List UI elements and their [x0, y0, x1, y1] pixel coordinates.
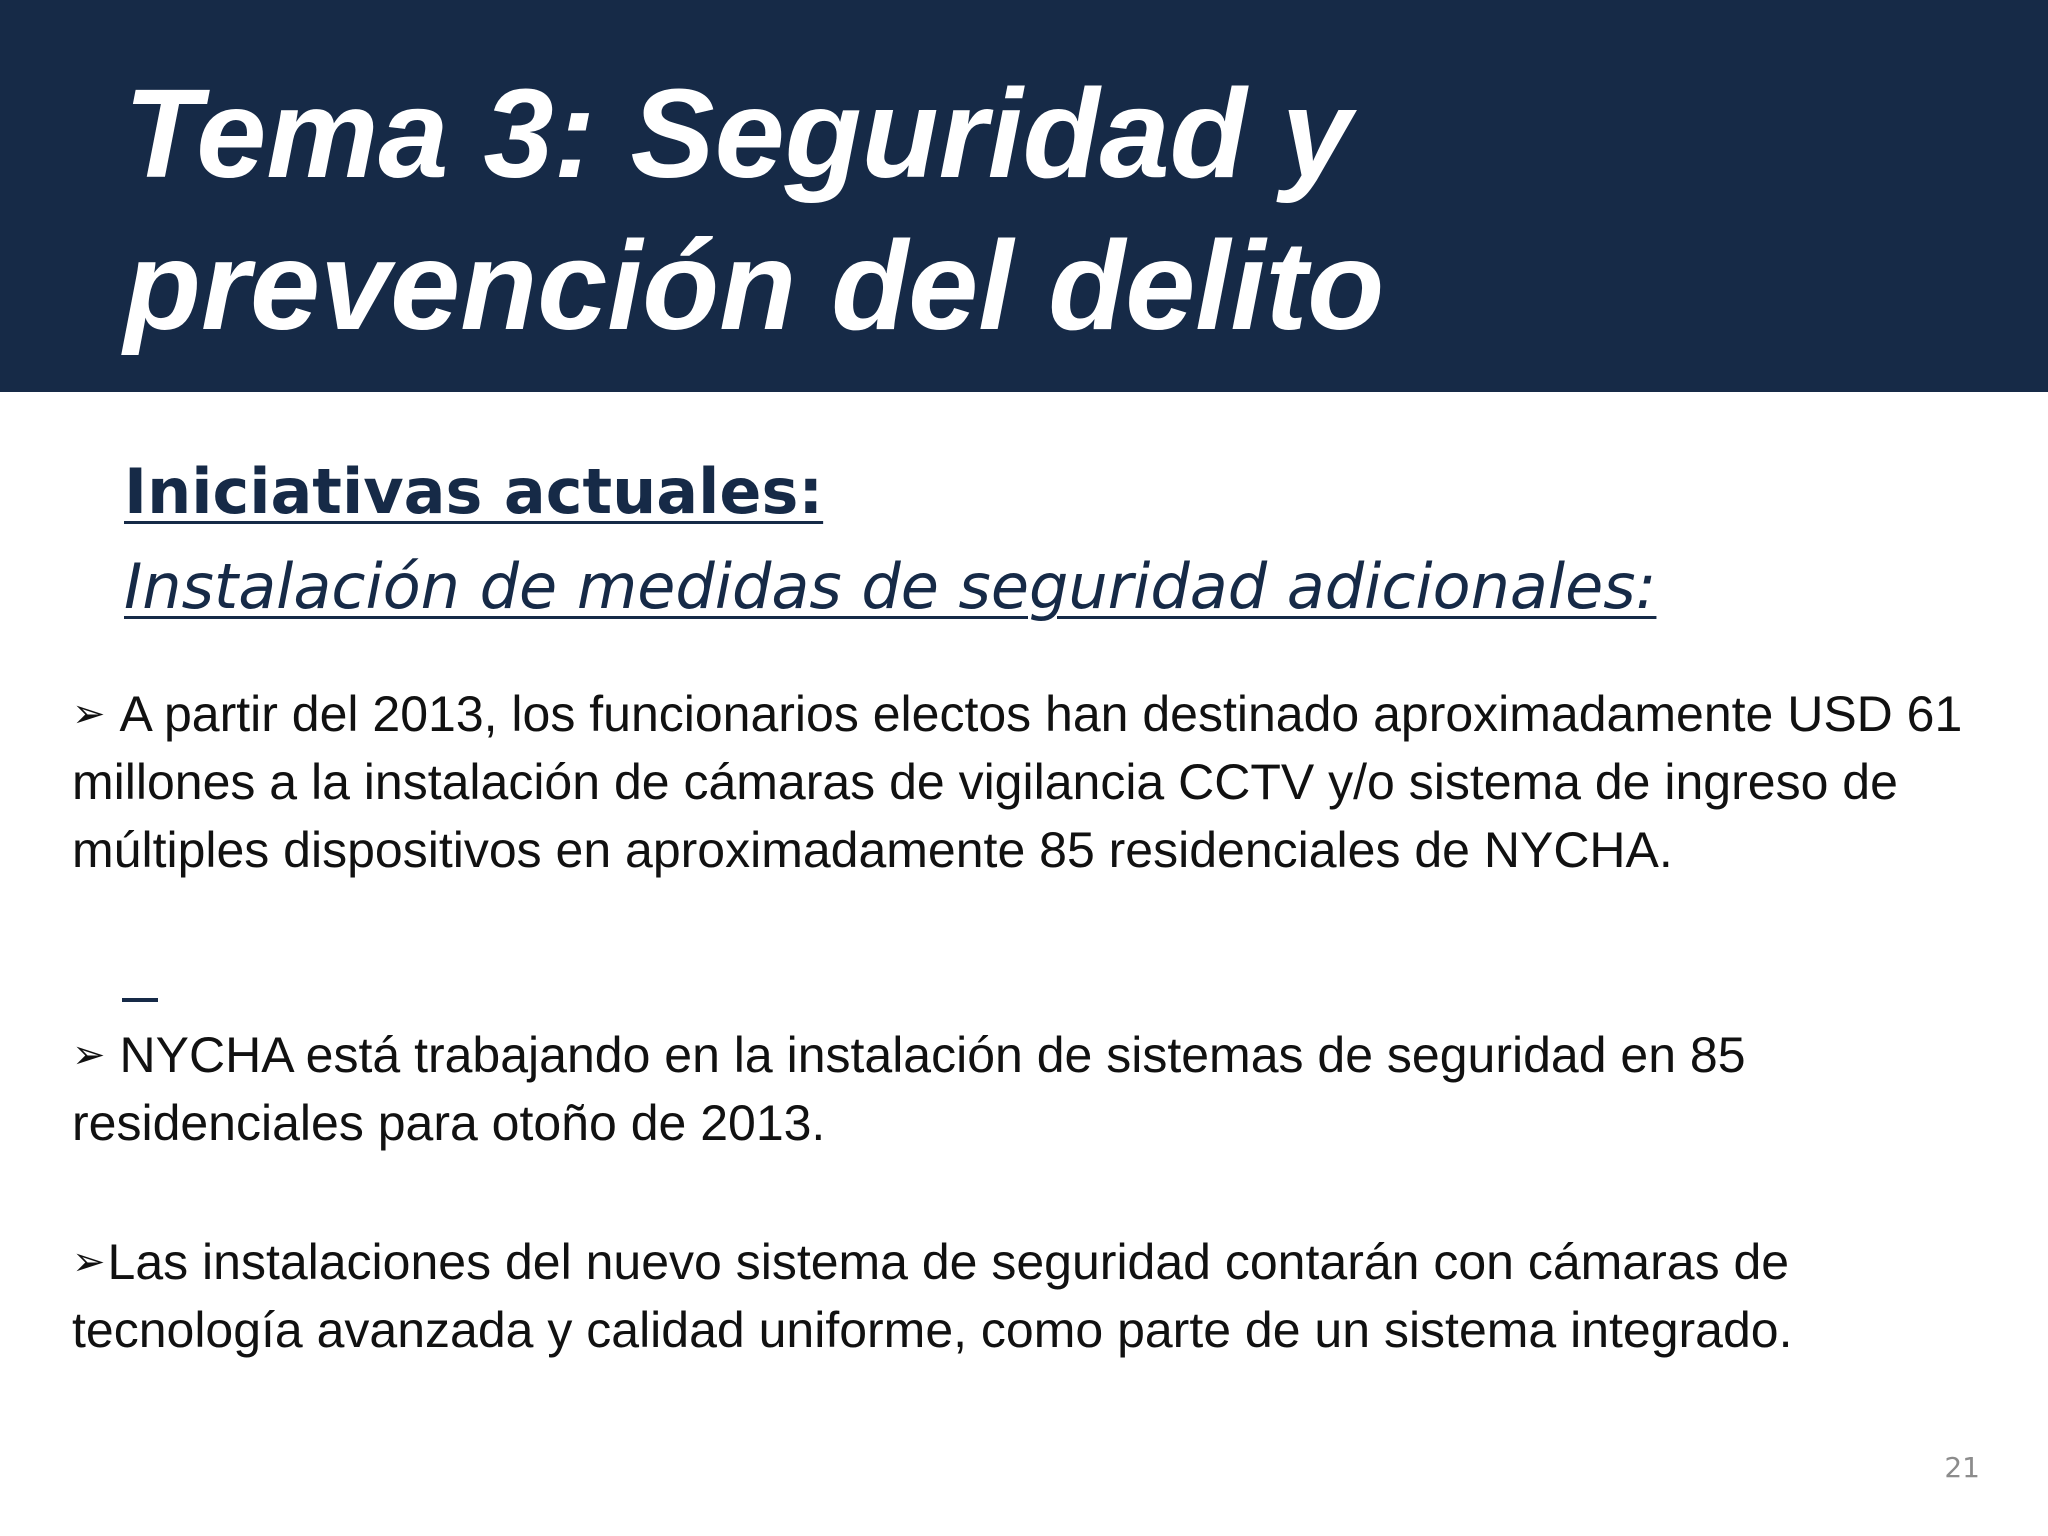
arrow-bullet-icon: ➢ [72, 1032, 106, 1078]
bullet-text-2: NYCHA está trabajando en la instalación de sistemas de seguridad en 85 residenciales para otoño de 2013. [72, 1027, 1746, 1151]
slide-title [124, 58, 1974, 362]
bullet-item-1 [72, 680, 1992, 884]
bullet-item-3 [72, 1228, 1992, 1364]
arrow-bullet-icon: ➢ [72, 1239, 106, 1285]
bullet-text-1: A partir del 2013, los funcionarios electos han destinado aproximadamente USD 61 millones a la instalación de cámaras de vigilancia CCTV y/o sistema de ingreso de múltiples dispositivos en aproximadamente 85 residenciales de NYCHA. [72, 686, 1963, 878]
subheading: Iniciativas actuales: [124, 455, 824, 528]
slide-title-line-1: Tema 3: Seguridad y [124, 63, 1352, 204]
bullet-item-2 [72, 1021, 1992, 1157]
bullet-text-3: Las instalaciones del nuevo sistema de seguridad contarán con cámaras de tecnología avanzada y calidad uniforme, como parte de un sistema integrado. [72, 1234, 1793, 1358]
arrow-bullet-icon: ➢ [72, 691, 106, 737]
page-number: 21 [1944, 1451, 1980, 1484]
subheading-italic: Instalación de medidas de seguridad adicionales: [124, 550, 1657, 623]
title-bar [0, 0, 2048, 392]
slide-title-line-2: prevención del delito [124, 215, 1385, 356]
dash-marker [122, 998, 158, 1002]
